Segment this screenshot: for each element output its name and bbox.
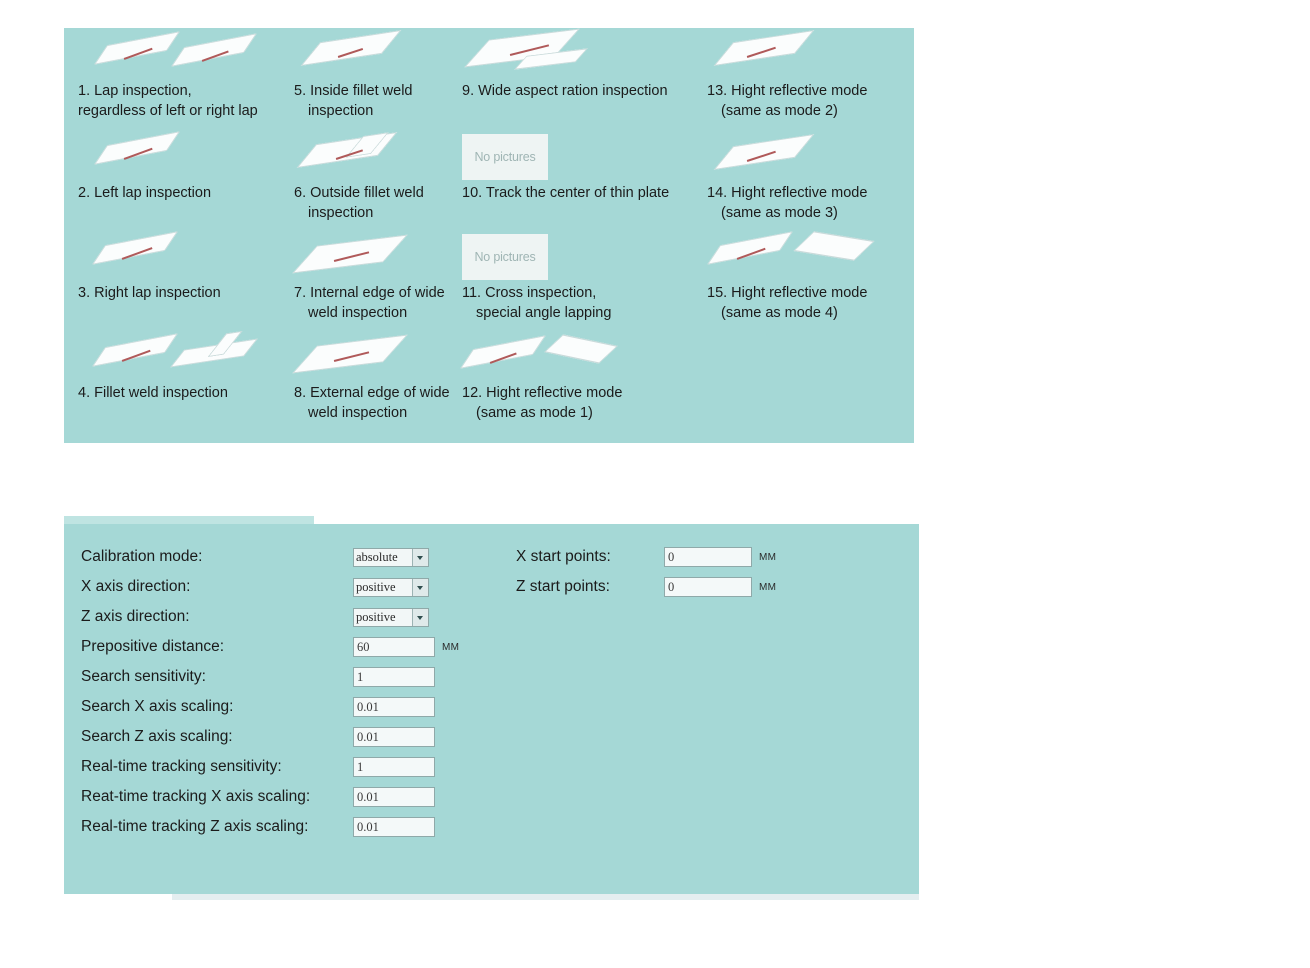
z-start-points-unit: MM — [759, 581, 777, 593]
field-row-prepositive-distance — [81, 632, 459, 662]
prepositive-distance-label: Prepositive distance: — [81, 638, 225, 655]
mode-item[interactable] — [286, 130, 456, 230]
x-start-points-input[interactable] — [664, 547, 752, 567]
outside-fillet-plate-icon — [294, 134, 450, 182]
external-edge-plate-icon — [294, 334, 450, 382]
realtime-tracking-x-axis-scaling-label: Reat-time tracking X axis scaling: — [81, 788, 311, 805]
field-row-realtime-tracking-z-axis-scaling — [81, 812, 459, 842]
mode-item[interactable] — [701, 230, 901, 330]
search-sensitivity-input[interactable] — [353, 667, 435, 687]
field-row-search-z-axis-scaling — [81, 722, 459, 752]
prepositive-distance-unit: MM — [442, 641, 460, 653]
mode-label: 12. Hight reflective mode (same as mode 1) — [462, 385, 623, 421]
mode-item[interactable] — [701, 28, 901, 130]
calibration-left-column — [81, 542, 459, 842]
mode-label: 8. External edge of wide weld inspection — [294, 385, 450, 421]
mode-label: 7. Internal edge of wide weld inspection — [294, 285, 445, 321]
wide-aspect-plate-icon — [462, 32, 695, 80]
right-lap-plate-icon — [78, 234, 280, 282]
no-picture-placeholder — [462, 134, 695, 182]
two-reflective-plates-icon — [707, 234, 895, 282]
search-x-axis-scaling-input[interactable] — [353, 697, 435, 717]
field-row-calibration-mode — [81, 542, 459, 572]
calibration-mode-select[interactable] — [353, 548, 429, 567]
mode-item[interactable] — [456, 130, 701, 230]
field-row-search-sensitivity — [81, 662, 459, 692]
field-row-z-start-points — [516, 572, 776, 602]
mode-item[interactable] — [64, 130, 286, 230]
mode-item[interactable] — [286, 230, 456, 330]
x-start-points-label: X start points: — [516, 548, 611, 565]
mode-item[interactable] — [701, 130, 901, 230]
mode-label: 3. Right lap inspection — [78, 285, 221, 301]
search-x-axis-scaling-label: Search X axis scaling: — [81, 698, 234, 715]
left-lap-plate-icon — [78, 134, 280, 182]
realtime-tracking-z-axis-scaling-label: Real-time tracking Z axis scaling: — [81, 818, 309, 835]
mode-label: 9. Wide aspect ration inspection — [462, 83, 668, 99]
calibration-panel-shadow — [172, 894, 919, 900]
no-picture-label: No pictures — [462, 134, 548, 180]
realtime-tracking-sensitivity-input[interactable] — [353, 757, 435, 777]
mode-label: 2. Left lap inspection — [78, 185, 212, 201]
field-row-realtime-tracking-x-axis-scaling — [81, 782, 459, 812]
field-row-z-axis-direction — [81, 602, 459, 632]
prepositive-distance-input[interactable] — [353, 637, 435, 657]
search-z-axis-scaling-label: Search Z axis scaling: — [81, 728, 233, 745]
z-axis-direction-select[interactable] — [353, 608, 429, 627]
mode-label: 6. Outside fillet weld inspection — [294, 185, 424, 221]
search-z-axis-scaling-input[interactable] — [353, 727, 435, 747]
field-row-x-start-points — [516, 542, 776, 572]
calibration-mode-label: Calibration mode: — [81, 548, 203, 565]
mode-item[interactable] — [456, 330, 701, 430]
reflective-plate-icon — [707, 134, 895, 182]
search-sensitivity-label: Search sensitivity: — [81, 668, 206, 685]
internal-edge-plate-icon — [294, 234, 450, 282]
mode-item-empty — [701, 330, 901, 430]
mode-item[interactable] — [286, 28, 456, 130]
x-start-points-unit: MM — [759, 551, 777, 563]
mode-label: 11. Cross inspection, special angle lapping — [462, 285, 612, 321]
mode-label: 1. Lap inspection, regardless of left or right lap — [78, 83, 258, 119]
weld-modes-panel — [64, 28, 914, 443]
calibration-settings-panel — [64, 524, 919, 894]
reflective-plate-icon — [707, 32, 895, 80]
field-row-search-x-axis-scaling — [81, 692, 459, 722]
mode-label: 13. Hight reflective mode (same as mode 2) — [707, 83, 868, 119]
fillet-weld-plates-icon — [78, 334, 280, 382]
mode-item[interactable] — [286, 330, 456, 430]
realtime-tracking-x-axis-scaling-input[interactable] — [353, 787, 435, 807]
mode-label: 5. Inside fillet weld inspection — [294, 83, 413, 119]
no-picture-label: No pictures — [462, 234, 548, 280]
two-lapped-plates-icon — [78, 32, 280, 80]
realtime-tracking-sensitivity-label: Real-time tracking sensitivity: — [81, 758, 282, 775]
z-axis-direction-label: Z axis direction: — [81, 608, 190, 625]
mode-item[interactable] — [64, 28, 286, 130]
no-picture-placeholder — [462, 234, 695, 282]
z-start-points-label: Z start points: — [516, 578, 610, 595]
mode-item[interactable] — [64, 330, 286, 430]
calibration-right-column — [516, 542, 776, 602]
inside-fillet-plate-icon — [294, 32, 450, 80]
mode-item[interactable] — [456, 28, 701, 130]
mode-label: 14. Hight reflective mode (same as mode 3) — [707, 185, 868, 221]
weld-modes-grid — [64, 28, 914, 443]
field-row-x-axis-direction — [81, 572, 459, 602]
x-axis-direction-select[interactable] — [353, 578, 429, 597]
two-reflective-plates-icon — [462, 334, 695, 382]
mode-item[interactable] — [64, 230, 286, 330]
mode-label: 10. Track the center of thin plate — [462, 185, 670, 201]
x-axis-direction-label: X axis direction: — [81, 578, 191, 595]
mode-item[interactable] — [456, 230, 701, 330]
realtime-tracking-z-axis-scaling-input[interactable] — [353, 817, 435, 837]
field-row-realtime-tracking-sensitivity — [81, 752, 459, 782]
mode-label: 15. Hight reflective mode (same as mode 4) — [707, 285, 868, 321]
mode-label: 4. Fillet weld inspection — [78, 385, 228, 401]
z-start-points-input[interactable] — [664, 577, 752, 597]
